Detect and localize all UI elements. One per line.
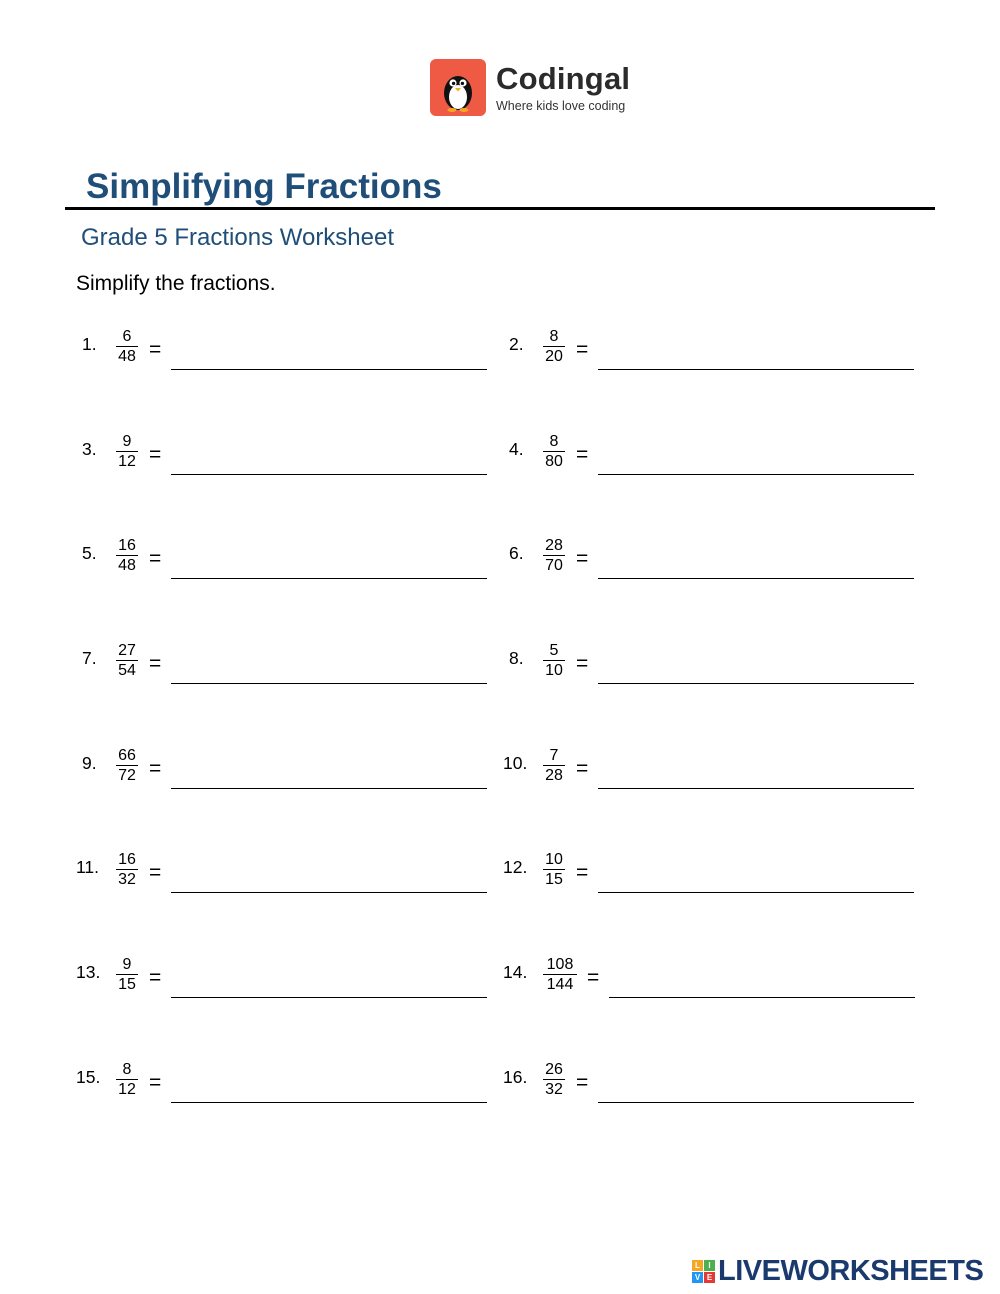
problem-number: 13. <box>76 962 101 982</box>
page-subtitle: Grade 5 Fractions Worksheet <box>81 224 395 251</box>
fraction <box>543 536 565 576</box>
answer-blank[interactable] <box>171 578 487 579</box>
problem-item <box>76 432 496 492</box>
fraction <box>543 955 577 995</box>
numerator: 6 <box>116 327 138 347</box>
equals-sign: = <box>149 861 162 884</box>
problem-number: 8. <box>509 648 524 668</box>
problem-item <box>503 327 923 387</box>
title-divider <box>65 207 935 210</box>
problem-item <box>76 641 496 701</box>
answer-blank[interactable] <box>598 683 914 684</box>
lw-icon-cell: E <box>704 1272 715 1283</box>
fraction <box>116 955 138 995</box>
problem-item <box>503 536 923 596</box>
problem-item <box>76 955 496 1015</box>
problem-number: 4. <box>509 439 524 459</box>
denominator: 48 <box>118 348 136 365</box>
equals-sign: = <box>576 1071 589 1094</box>
page-title: Simplifying Fractions <box>86 167 442 206</box>
problem-number: 15. <box>76 1067 101 1087</box>
equals-sign: = <box>576 443 589 466</box>
answer-blank[interactable] <box>609 997 915 998</box>
problem-number: 6. <box>509 543 524 563</box>
answer-blank[interactable] <box>598 892 914 893</box>
lw-icon-cell: L <box>692 1260 703 1271</box>
fraction <box>543 746 565 786</box>
problem-number: 2. <box>509 334 524 354</box>
equals-sign: = <box>149 443 162 466</box>
problem-item <box>503 1060 923 1120</box>
equals-sign: = <box>149 547 162 570</box>
answer-blank[interactable] <box>171 683 487 684</box>
equals-sign: = <box>149 338 162 361</box>
problem-number: 12. <box>503 857 528 877</box>
answer-blank[interactable] <box>171 788 487 789</box>
problem-item <box>503 432 923 492</box>
denominator: 48 <box>118 557 136 574</box>
equals-sign: = <box>149 652 162 675</box>
problem-number: 9. <box>82 753 97 773</box>
denominator: 72 <box>118 767 136 784</box>
answer-blank[interactable] <box>598 369 914 370</box>
numerator: 8 <box>543 432 565 452</box>
answer-blank[interactable] <box>171 997 487 998</box>
fraction <box>116 327 138 367</box>
fraction <box>116 746 138 786</box>
answer-blank[interactable] <box>171 892 487 893</box>
denominator: 32 <box>118 871 136 888</box>
problem-number: 5. <box>82 543 97 563</box>
numerator: 5 <box>543 641 565 661</box>
problem-number: 7. <box>82 648 97 668</box>
numerator: 26 <box>543 1060 565 1080</box>
fraction <box>116 536 138 576</box>
problem-item <box>503 746 923 806</box>
numerator: 66 <box>116 746 138 766</box>
numerator: 7 <box>543 746 565 766</box>
equals-sign: = <box>587 966 600 989</box>
denominator: 32 <box>545 1081 563 1098</box>
penguin-icon <box>430 59 486 116</box>
fraction <box>543 432 565 472</box>
numerator: 8 <box>116 1060 138 1080</box>
answer-blank[interactable] <box>598 788 914 789</box>
problem-item <box>76 327 496 387</box>
numerator: 27 <box>116 641 138 661</box>
numerator: 28 <box>543 536 565 556</box>
answer-blank[interactable] <box>598 1102 914 1103</box>
logo-brand-name: Codingal <box>496 61 631 96</box>
lw-icon-cell: I <box>704 1260 715 1271</box>
equals-sign: = <box>576 652 589 675</box>
equals-sign: = <box>576 861 589 884</box>
answer-blank[interactable] <box>171 369 487 370</box>
equals-sign: = <box>576 547 589 570</box>
numerator: 9 <box>116 955 138 975</box>
denominator: 12 <box>118 453 136 470</box>
problem-number: 3. <box>82 439 97 459</box>
numerator: 10 <box>543 850 565 870</box>
problem-number: 1. <box>82 334 97 354</box>
equals-sign: = <box>149 966 162 989</box>
denominator: 12 <box>118 1081 136 1098</box>
instructions: Simplify the fractions. <box>76 272 276 295</box>
problem-item <box>76 536 496 596</box>
problem-item <box>503 641 923 701</box>
answer-blank[interactable] <box>171 474 487 475</box>
denominator: 70 <box>545 557 563 574</box>
equals-sign: = <box>576 757 589 780</box>
numerator: 16 <box>116 536 138 556</box>
answer-blank[interactable] <box>171 1102 487 1103</box>
fraction <box>543 1060 565 1100</box>
lw-icon-cell: V <box>692 1272 703 1283</box>
denominator: 144 <box>546 976 574 993</box>
problem-item <box>76 746 496 806</box>
numerator: 8 <box>543 327 565 347</box>
fraction <box>543 850 565 890</box>
equals-sign: = <box>149 1071 162 1094</box>
liveworksheets-icon <box>692 1260 715 1283</box>
problem-item <box>503 955 923 1015</box>
problem-number: 16. <box>503 1067 528 1087</box>
numerator: 108 <box>543 955 577 975</box>
equals-sign: = <box>576 338 589 361</box>
fraction <box>543 327 565 367</box>
numerator: 9 <box>116 432 138 452</box>
denominator: 28 <box>545 767 563 784</box>
codingal-logo <box>430 59 630 116</box>
problem-number: 11. <box>76 857 100 877</box>
liveworksheets-brand: LIVEWORKSHEETS <box>718 1255 984 1287</box>
denominator: 80 <box>545 453 563 470</box>
fraction <box>116 1060 138 1100</box>
denominator: 20 <box>545 348 563 365</box>
equals-sign: = <box>149 757 162 780</box>
fraction <box>543 641 565 681</box>
logo-tagline: Where kids love coding <box>496 99 626 113</box>
problem-item <box>76 1060 496 1120</box>
denominator: 10 <box>545 662 563 679</box>
problem-number: 10. <box>503 753 528 773</box>
fraction <box>116 641 138 681</box>
problem-number: 14. <box>503 962 528 982</box>
denominator: 15 <box>118 976 136 993</box>
fraction <box>116 850 138 890</box>
denominator: 54 <box>118 662 136 679</box>
answer-blank[interactable] <box>598 578 914 579</box>
problem-item <box>503 850 923 910</box>
answer-blank[interactable] <box>598 474 914 475</box>
numerator: 16 <box>116 850 138 870</box>
fraction <box>116 432 138 472</box>
problem-item <box>76 850 496 910</box>
denominator: 15 <box>545 871 563 888</box>
liveworksheets-logo <box>692 1255 983 1288</box>
